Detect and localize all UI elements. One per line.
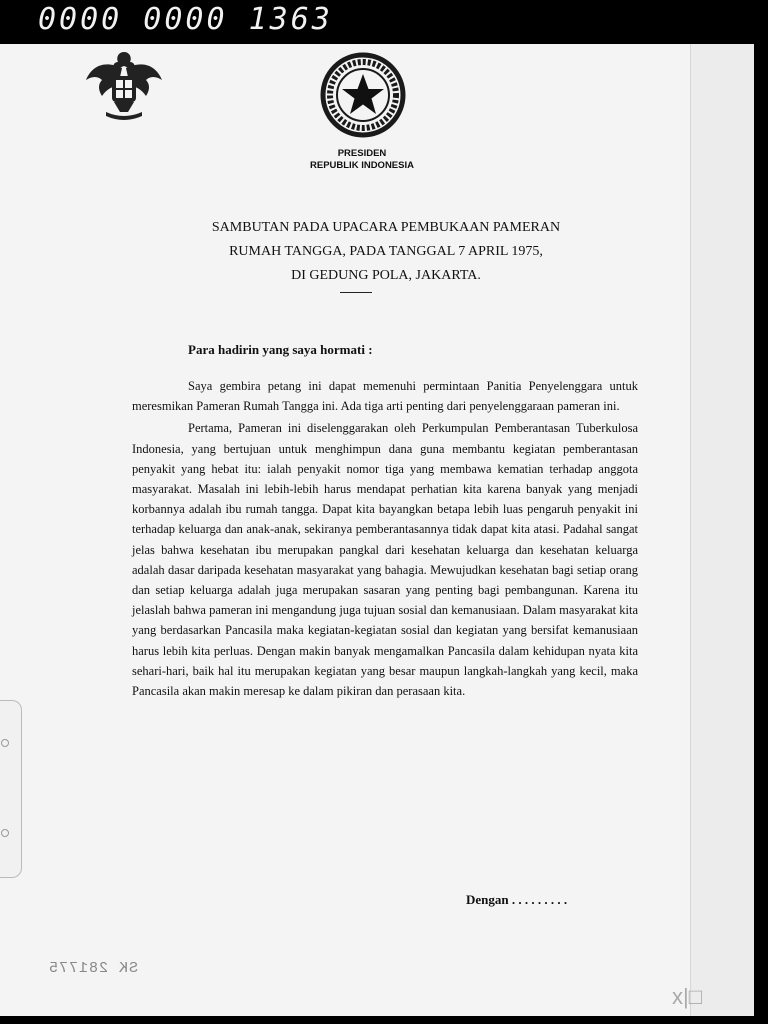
paragraph: Saya gembira petang ini dapat memenuhi permintaan Panitia Penyelenggara untuk meresmikan Pameran Rumah Tangga ini. Ada tiga arti penting dari penyelenggaraan pameran ini. [132, 379, 638, 414]
binder-hole-icon [1, 739, 9, 747]
film-frame-bar [0, 0, 768, 44]
document-title [180, 216, 592, 288]
title-line: RUMAH TANGGA, PADA TANGGAL 7 APRIL 1975, [229, 244, 543, 259]
letterhead-office [290, 148, 434, 172]
office-line-republic: REPUBLIK INDONESIA [310, 160, 414, 171]
film-edge-right [754, 0, 768, 1024]
binder-hole-icon [1, 829, 9, 837]
binder-tab [0, 700, 22, 878]
presidential-seal-icon [320, 52, 406, 138]
title-line: DI GEDUNG POLA, JAKARTA. [291, 268, 481, 283]
speech-body [132, 376, 638, 703]
title-line: SAMBUTAN PADA UPACARA PEMBUKAAN PAMERAN [211, 220, 561, 235]
salutation: Para hadirin yang saya hormati : [188, 342, 373, 357]
title-divider [340, 292, 372, 293]
garuda-emblem-icon [84, 46, 164, 124]
office-line-president: PRESIDEN [337, 148, 387, 159]
continuation-catchword: Dengan . . . . . . . . . [466, 892, 568, 907]
corner-mark: x|□ [672, 984, 703, 1009]
mirrored-archive-stamp: SK 281775 [48, 960, 139, 977]
page-edge-strip [690, 44, 755, 1016]
film-edge-bottom [0, 1016, 768, 1024]
paragraph: Pertama, Pameran ini diselenggarakan oleh Perkumpulan Pemberantasan Tuberkulosa Indonesia, yang bertujuan untuk menghimpun dana guna membantu kegiatan pemberantasan penyakit yang hebat itu: ialah penyakit nomor tiga yang membawa kematian terhadap anggota masyarakat. Masalah ini lebih-lebih harus mendapat perhatian kita karena banyak yang menjadi korbannya adalah ibu rumah tangga. Dapat kita bayangkan betapa lebih luas pengaruh penyakit ini terhadap keluarga dan anak-anak, sekiranya pemberantasannya tidak dapat kita atasi. Padahal sangat jelas bahwa kesehatan ibu merupakan pangkal dari kesehatan keluarga dan kesehatan keluarga adalah dasar daripada kesehatan masyarakat yang bahagia. Mewujudkan kesehatan bagi setiap orang dan setiap keluarga adalah juga merupakan sasaran yang penting bagi pembangunan. Karena itu jelaslah bahwa pameran ini mengandung juga tujuan sosial dan kemanusiaan. Dalam masyarakat kita yang berdasarkan Pancasila maka kegiatan-kegiatan sosial dan kegiatan yang bersifat kemanusiaan harus lebih kita perluas. Dengan makin banyak mengamalkan Pancasila dalam kehidupan nyata kita sehari-hari, baik hal itu merupakan kegiatan yang besar maupun langkah-langkah yang kecil, maka Pancasila akan makin meresap ke dalam pikiran dan perasaan kita. [132, 421, 638, 699]
frame-number: 0000 0000 1363 [38, 2, 333, 37]
